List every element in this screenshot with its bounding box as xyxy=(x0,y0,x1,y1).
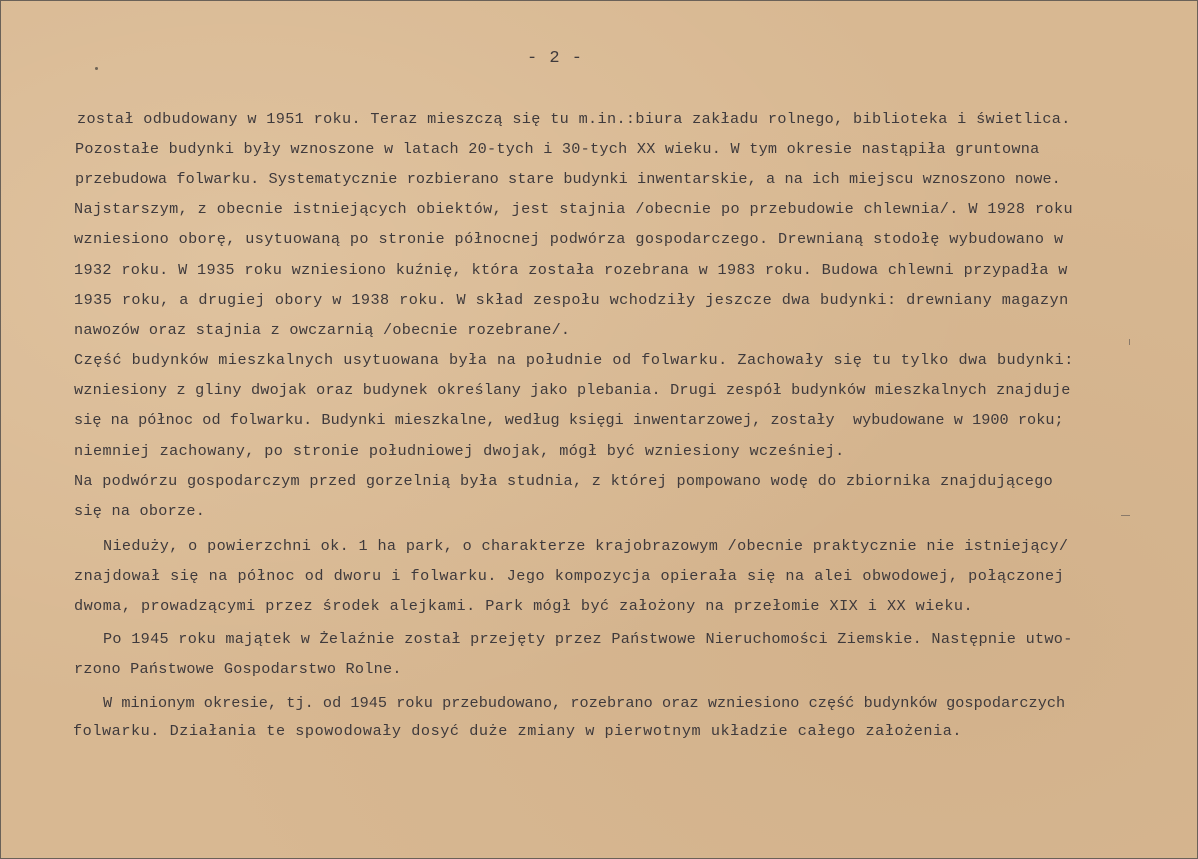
text-line: 1935 roku, a drugiej obory w 1938 roku. W skład zespołu wchodziły jeszcze dwa budynki: drewniany magazyn xyxy=(74,291,1069,309)
text-line: 1932 roku. W 1935 roku wzniesiono kuźnię, która została rozebrana w 1983 roku. Budowa chlewni przypadła w xyxy=(74,261,1068,279)
paper-mark xyxy=(1129,339,1130,345)
paper-mark xyxy=(1121,515,1130,516)
text-line: folwarku. Działania te spowodowały dosyć duże zmiany w pierwotnym układzie całego założenia. xyxy=(73,722,963,740)
text-line: został odbudowany w 1951 roku. Teraz mieszczą się tu m.in.:biura zakładu rolnego, biblioteka i świetlica. xyxy=(77,110,1071,128)
text-line: wzniesiony z gliny dwojak oraz budynek określany jako plebania. Drugi zespół budynków mieszkalnych znajduje xyxy=(74,381,1071,399)
page-number: - 2 - xyxy=(526,49,583,68)
text-line: nawozów oraz stajnia z owczarnią /obecnie rozebrane/. xyxy=(74,321,571,339)
text-line: Część budynków mieszkalnych usytuowana była na południe od folwarku. Zachowały się tu tylko dwa budynki: xyxy=(74,351,1074,369)
text-line: się na oborze. xyxy=(74,502,206,520)
text-line: się na północ od folwarku. Budynki mieszkalne, według księgi inwentarzowej, zostały wybudowane w 1900 roku; xyxy=(74,411,1064,429)
text-line: przebudowa folwarku. Systematycznie rozbierano stare budynki inwentarskie, a na ich miejscu wznoszono nowe. xyxy=(75,170,1061,188)
text-line: dwoma, prowadzącymi przez środek alejkami. Park mógł być założony na przełomie XIX i XX wieku. xyxy=(74,597,974,615)
text-line: niemniej zachowany, po stronie południowej dwojak, mógł być wzniesiony wcześniej. xyxy=(74,442,845,460)
text-line: Pozostałe budynki były wznoszone w latach 20-tych i 30-tych XX wieku. W tym okresie nastąpiła gruntowna xyxy=(75,140,1040,158)
text-line: Na podwórzu gospodarczym przed gorzelnią była studnia, z której pompowano wodę do zbiornika znajdującego xyxy=(74,472,1054,490)
text-line: Po 1945 roku majątek w Żelaźnie został przejęty przez Państwowe Nieruchomości Ziemskie. Następnie utwo- xyxy=(103,630,1073,648)
text-line: wzniesiono oborę, usytuowaną po stronie północnej podwórza gospodarczego. Drewnianą stodołę wybudowano w xyxy=(74,230,1064,248)
text-line: znajdował się na północ od dworu i folwarku. Jego kompozycja opierała się na alei obwodowej, połączonej xyxy=(74,567,1065,585)
text-line: rzono Państwowe Gospodarstwo Rolne. xyxy=(74,660,402,678)
text-line: Nieduży, o powierzchni ok. 1 ha park, o charakterze krajobrazowym /obecnie praktycznie nie istniejący/ xyxy=(103,537,1069,555)
text-line: Najstarszym, z obecnie istniejących obiektów, jest stajnia /obecnie po przebudowie chlewnia/. W 1928 roku xyxy=(74,200,1073,218)
text-line: W minionym okresie, tj. od 1945 roku przebudowano, rozebrano oraz wzniesiono część budynków gospodarczych xyxy=(103,694,1066,712)
paper-speck xyxy=(95,67,98,70)
